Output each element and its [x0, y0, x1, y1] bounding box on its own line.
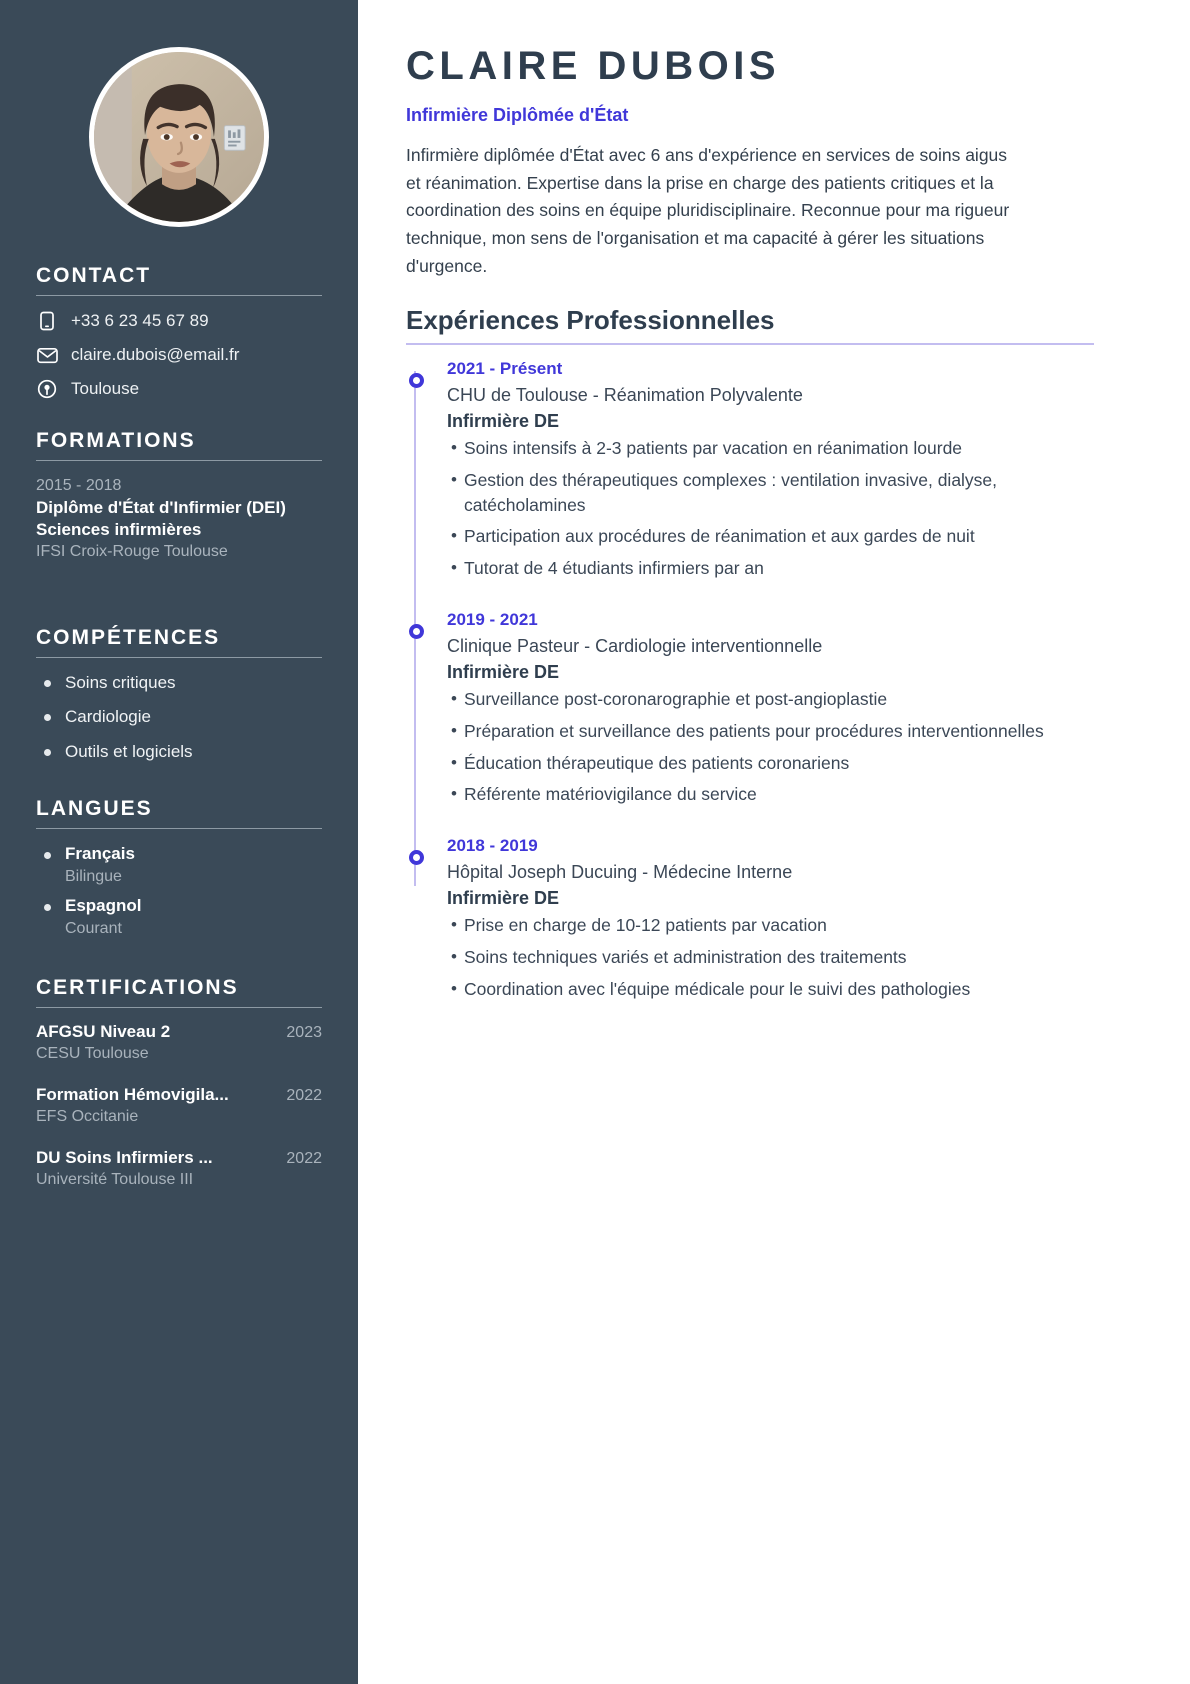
education-degree: Diplôme d'État d'Infirmier (DEI) Sciences infirmières: [36, 497, 286, 539]
bullet-text: Soins techniques variés et administration des traitements: [463, 946, 907, 967]
location-pin-icon: [36, 378, 58, 400]
skill-label: Soins critiques: [65, 673, 176, 693]
timeline-node-icon: [409, 373, 424, 388]
list-item: [447, 977, 1094, 1002]
education-school: IFSI Croix-Rouge Toulouse: [36, 542, 228, 560]
languages-heading: LANGUES: [36, 796, 153, 820]
experience-item: [447, 834, 1094, 1001]
language-name: Espagnol: [65, 896, 142, 916]
list-item: [447, 913, 1094, 938]
experience-bullets: [447, 687, 1094, 807]
certification-org: Université Toulouse III: [36, 1170, 194, 1188]
skills-heading: COMPÉTENCES: [36, 626, 221, 650]
bullet-text: Éducation thérapeutique des patients coronariens: [463, 752, 850, 773]
experience-company: CHU de Toulouse - Réanimation Polyvalente: [447, 384, 803, 405]
sidebar: [0, 0, 358, 1684]
bullet-dot-icon: •: [451, 784, 457, 804]
experience-timeline: [406, 357, 1094, 1001]
skill-label: Cardiologie: [65, 707, 151, 727]
section-skills: [36, 626, 322, 762]
bullet-text: Gestion des thérapeutiques complexes : ventilation invasive, dialyse, catécholamines: [463, 469, 998, 515]
contact-email-value: claire.dubois@email.fr: [71, 345, 240, 364]
certification-name: Formation Hémovigila...: [36, 1084, 229, 1104]
contact-phone-row[interactable]: [36, 310, 322, 332]
education-date: 2015 - 2018: [36, 477, 122, 494]
bullet-dot-icon: •: [451, 688, 457, 708]
contact-phone-value: +33 6 23 45 67 89: [71, 311, 209, 330]
education-heading: FORMATIONS: [36, 429, 196, 452]
bullet-text: Surveillance post-coronarographie et post-angioplastie: [463, 688, 888, 709]
language-level: Courant: [65, 920, 122, 938]
section-education: [36, 429, 322, 562]
bullet-dot-icon: •: [451, 437, 457, 457]
languages-divider: [36, 828, 322, 829]
list-item: [447, 687, 1094, 712]
list-item: [36, 741, 322, 763]
bullet-dot-icon: [44, 680, 51, 687]
certification-name: DU Soins Infirmiers ...: [36, 1147, 213, 1167]
list-item: [36, 672, 322, 694]
experience-section-title: Expériences Professionnelles: [406, 305, 775, 336]
bullet-dot-icon: [44, 749, 51, 756]
list-item: [447, 436, 1094, 461]
page-title: CLAIRE DUBOIS: [406, 44, 781, 88]
certification-year: 2022: [286, 1086, 322, 1104]
sidebar-content: [0, 264, 358, 1192]
timeline-node-icon: [409, 850, 424, 865]
experience-date: 2018 - 2019: [447, 836, 538, 856]
experience-role: Infirmière DE: [447, 888, 560, 908]
bullet-dot-icon: •: [451, 526, 457, 546]
certifications-divider: [36, 1007, 322, 1008]
bullet-dot-icon: •: [451, 946, 457, 966]
bullet-text: Référente matériovigilance du service: [463, 784, 757, 805]
experience-section-divider: [406, 343, 1094, 345]
bullet-dot-icon: •: [451, 915, 457, 934]
avatar-container: [0, 0, 358, 227]
profile-summary: Infirmière diplômée d'État avec 6 ans d'expérience en services de soins aigus et réanimation. Expertise dans la prise en charge des patients critiques et la coordination des soins en équipe pluridisciplinaire. Reconnue pour ma rigueur technique, mon sens de l'organisation et ma capacité à gérer les situations d'urgence.: [406, 145, 1010, 276]
timeline-node-icon: [409, 624, 424, 639]
list-item: [36, 1022, 322, 1066]
experience-role: Infirmière DE: [447, 661, 560, 682]
certification-org: EFS Occitanie: [36, 1107, 139, 1125]
bullet-dot-icon: [44, 904, 51, 911]
profile-photo-illustration: [94, 52, 264, 222]
list-item: [36, 1085, 322, 1129]
list-item: [447, 556, 1094, 581]
bullet-text: Participation aux procédures de réanimation et aux gardes de nuit: [463, 526, 975, 547]
education-divider: [36, 460, 322, 461]
experience-bullets: [447, 436, 1094, 581]
bullet-dot-icon: •: [451, 720, 457, 740]
certification-year: 2023: [286, 1023, 322, 1041]
bullet-text: Coordination avec l'équipe médicale pour le suivi des pathologies: [463, 978, 971, 999]
certification-year: 2022: [286, 1149, 322, 1167]
skills-list: [36, 672, 322, 762]
certification-org: CESU Toulouse: [36, 1044, 149, 1062]
avatar: [89, 47, 269, 227]
contact-location-row[interactable]: [36, 378, 322, 400]
bullet-dot-icon: [44, 714, 51, 721]
experience-date: 2019 - 2021: [447, 610, 538, 630]
contact-heading: CONTACT: [36, 264, 152, 287]
bullet-dot-icon: •: [451, 752, 457, 772]
certification-header: [36, 1085, 322, 1105]
list-item: [36, 706, 322, 728]
section-certifications: [36, 976, 322, 1192]
job-title: Infirmière Diplômée d'État: [406, 105, 629, 125]
list-item: [36, 843, 322, 888]
bullet-dot-icon: •: [451, 558, 457, 578]
education-item: [36, 475, 322, 562]
list-item: [447, 751, 1094, 776]
certification-header: [36, 1022, 322, 1042]
list-item: [36, 1148, 322, 1192]
contact-email-row[interactable]: [36, 344, 322, 366]
phone-icon: [36, 310, 58, 332]
bullet-dot-icon: •: [451, 978, 457, 998]
list-item: [36, 895, 322, 940]
list-item: [447, 945, 1094, 970]
skills-divider: [36, 657, 322, 658]
language-level: Bilingue: [65, 867, 122, 885]
bullet-text: Préparation et surveillance des patients pour procédures interventionnelles: [463, 720, 1044, 741]
skill-label: Outils et logiciels: [65, 741, 193, 761]
list-item: [447, 719, 1094, 744]
experience-company: Clinique Pasteur - Cardiologie interventionnelle: [447, 635, 823, 656]
contact-location-value: Toulouse: [71, 379, 140, 398]
experience-role: Infirmière DE: [447, 410, 560, 431]
bullet-text: Prise en charge de 10-12 patients par vacation: [463, 915, 827, 935]
certifications-heading: CERTIFICATIONS: [36, 975, 239, 999]
bullet-dot-icon: [44, 852, 51, 859]
main-content: [358, 0, 1190, 1684]
list-item: [447, 524, 1094, 549]
bullet-dot-icon: •: [451, 469, 457, 489]
experience-item: [447, 357, 1094, 581]
contact-divider: [36, 295, 322, 296]
list-item: [447, 782, 1094, 807]
list-item: [447, 468, 1094, 518]
language-name: Français: [65, 843, 135, 863]
email-icon: [36, 344, 58, 366]
certification-name: AFGSU Niveau 2: [36, 1021, 171, 1041]
experience-bullets: [447, 913, 1094, 1002]
section-languages: [36, 797, 322, 940]
experience-company: Hôpital Joseph Ducuing - Médecine Interne: [447, 861, 793, 882]
section-contact: [36, 264, 322, 400]
experience-date: 2021 - Présent: [447, 359, 563, 379]
bullet-text: Tutorat de 4 étudiants infirmiers par an: [463, 558, 764, 579]
bullet-text: Soins intensifs à 2-3 patients par vacation en réanimation lourde: [463, 437, 963, 458]
experience-item: [447, 608, 1094, 807]
certification-header: [36, 1148, 322, 1168]
